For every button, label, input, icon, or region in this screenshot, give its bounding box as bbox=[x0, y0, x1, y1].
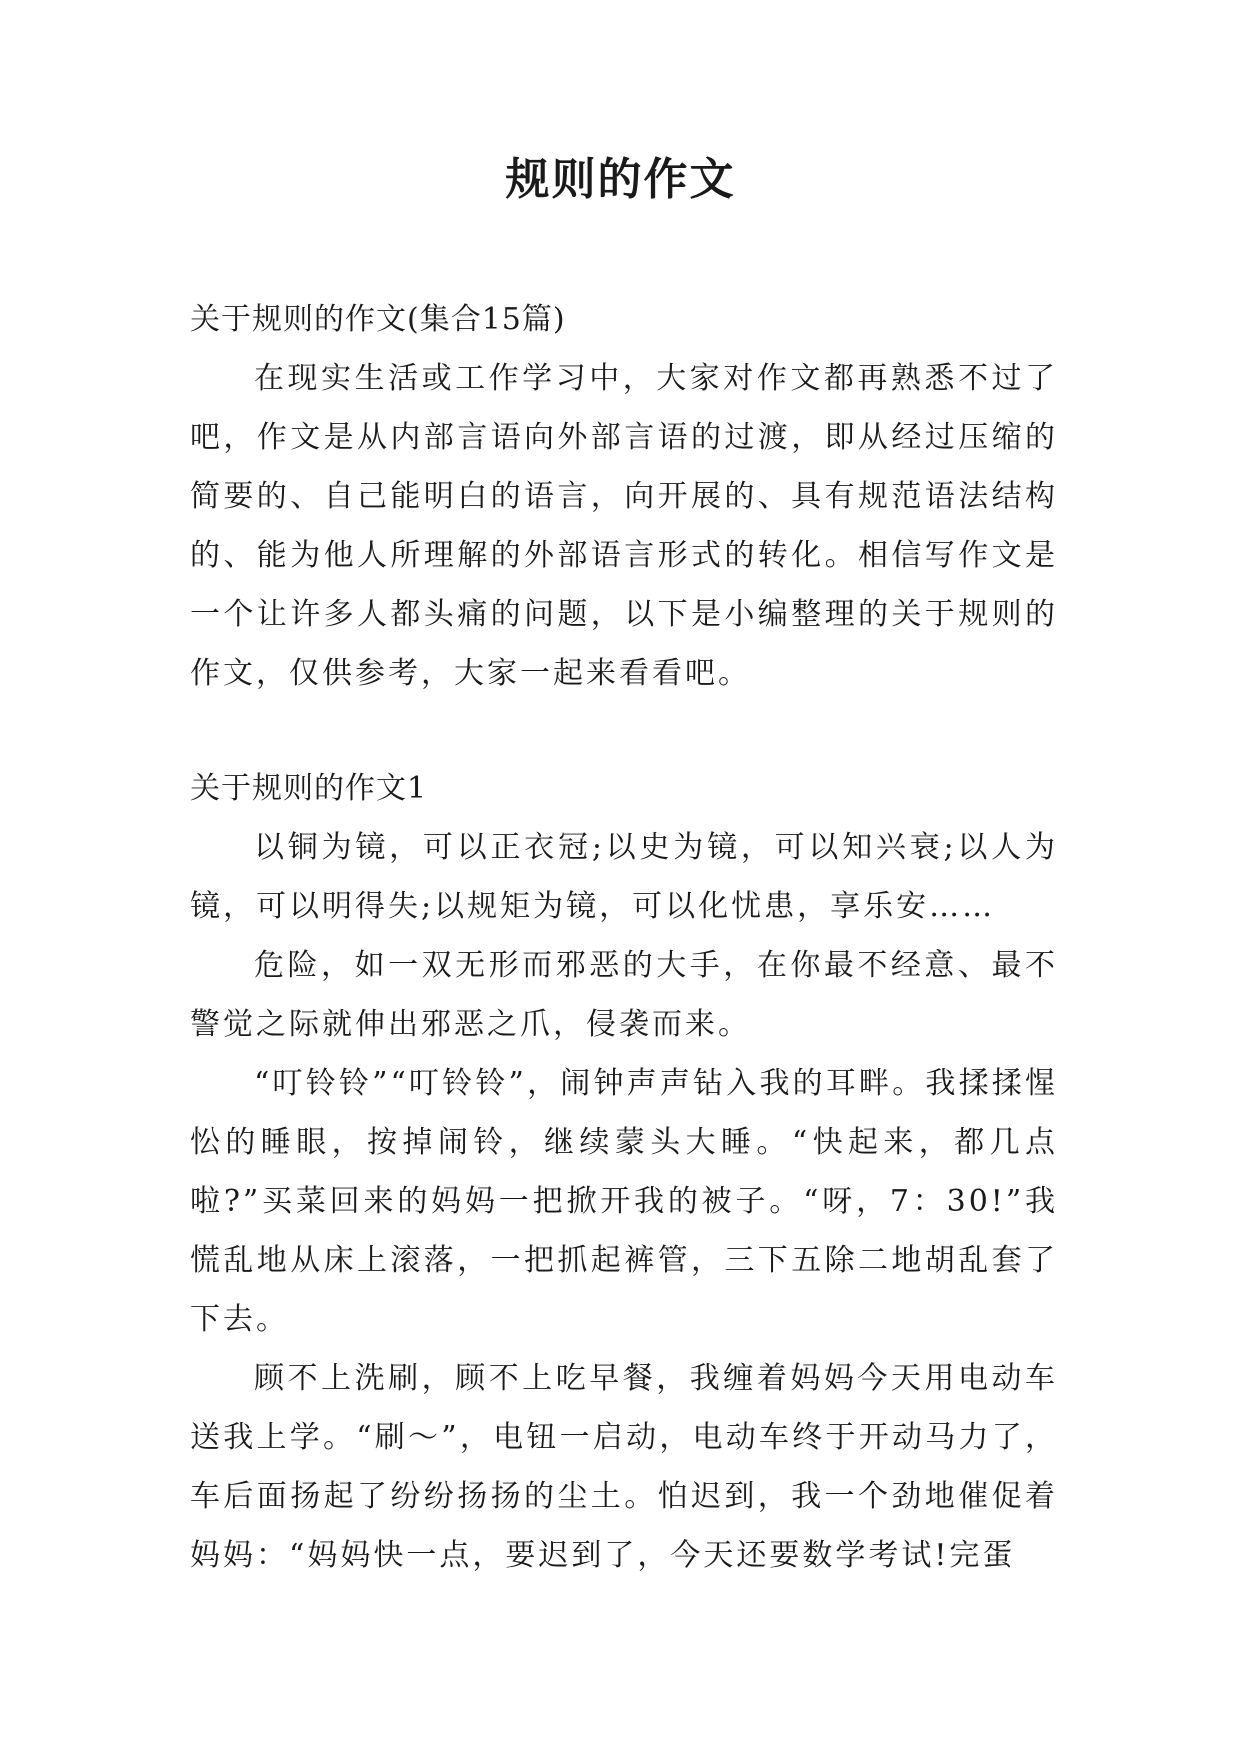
document-title: 规则的作文 bbox=[505, 154, 736, 205]
essay-1-paragraph: 顾不上洗刷，顾不上吃早餐，我缠着妈妈今天用电动车送我上学。“刷～”，电钮一启动，电动车终于开动马力了，车后面扬起了纷纷扬扬的尘土。怕迟到，我一个劲地催促着妈妈：“妈妈快一点，要迟到了，今天还要数学考试!完蛋 bbox=[190, 1361, 1058, 1573]
document-body bbox=[190, 290, 1058, 1585]
section-spacer bbox=[190, 703, 1058, 759]
collection-heading: 关于规则的作文(集合15篇) bbox=[190, 302, 566, 337]
essay-1-paragraph: 危险，如一双无形而邪恶的大手，在你最不经意、最不警觉之际就伸出邪恶之爪，侵袭而来。 bbox=[190, 948, 1058, 1042]
essay-1-paragraph: “叮铃铃”“叮铃铃”，闹钟声声钻入我的耳畔。我揉揉惺忪的睡眼，按掉闹铃，继续蒙头大睡。“快起来，都几点啦?”买菜回来的妈妈一把掀开我的被子。“呀，7：30!”我慌乱地从床上滚落，一把抓起裤管，三下五除二地胡乱套了下去。 bbox=[190, 1066, 1058, 1337]
essay-1-paragraph: 以铜为镜，可以正衣冠;以史为镜，可以知兴衰;以人为镜，可以明得失;以规矩为镜，可以化忧患，享乐安…… bbox=[190, 830, 1058, 924]
intro-paragraph: 在现实生活或工作学习中，大家对作文都再熟悉不过了吧，作文是从内部言语向外部言语的过渡，即从经过压缩的简要的、自己能明白的语言，向开展的、具有规范语法结构的、能为他人所理解的外部语言形式的转化。相信写作文是一个让许多人都头痛的问题，以下是小编整理的关于规则的作文，仅供参考，大家一起来看看吧。 bbox=[190, 361, 1058, 691]
essay-1-heading: 关于规则的作文1 bbox=[190, 771, 428, 806]
